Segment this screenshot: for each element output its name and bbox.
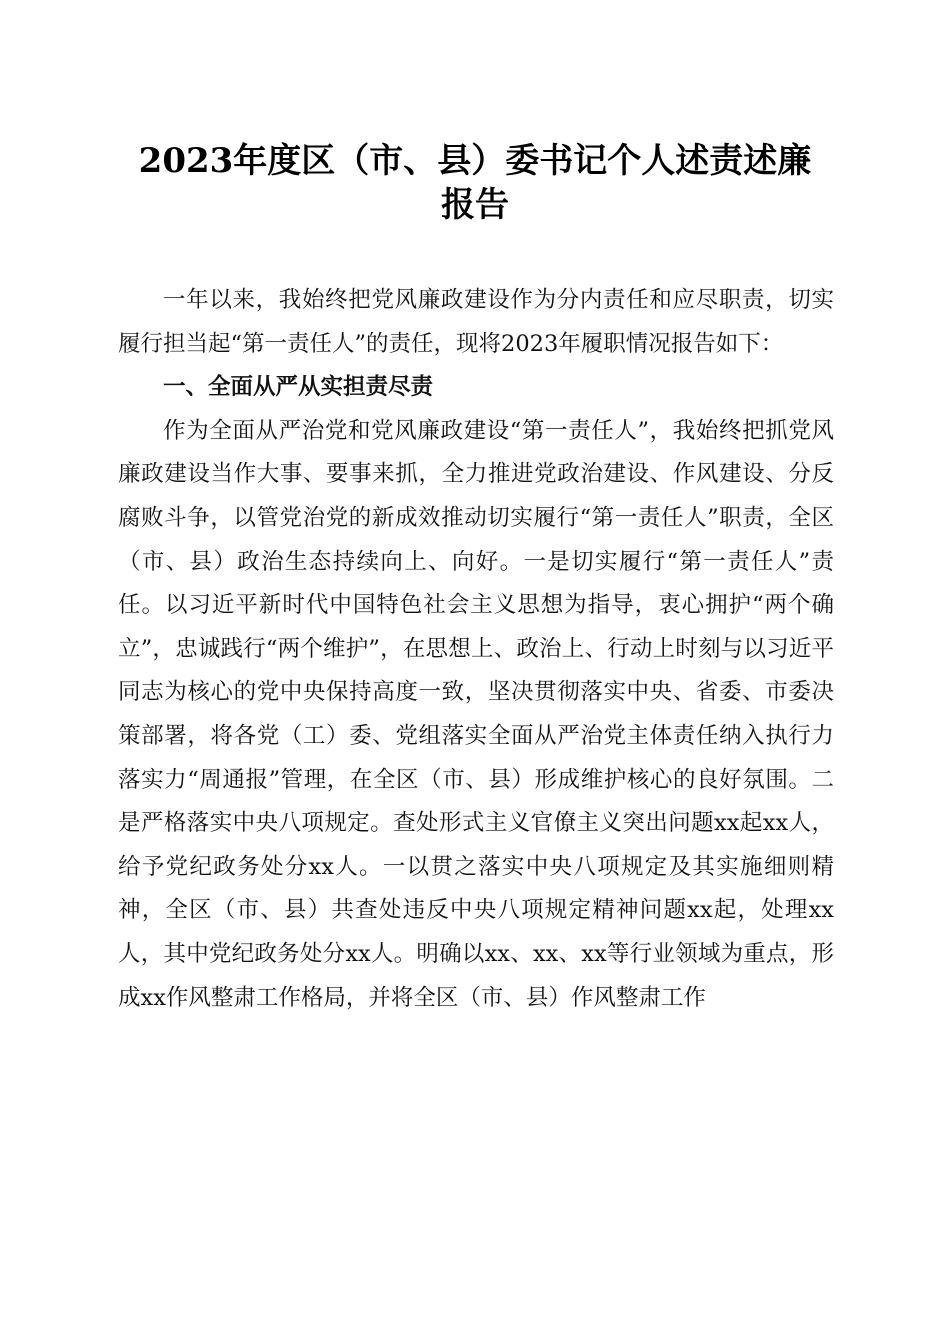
intro-paragraph: 一年以来，我始终把党风廉政建设作为分内责任和应尽职责，切实履行担当起“第一责任人”的责任，现将2023年履职情况报告如下： xyxy=(118,287,834,357)
document-title-line2: 报告 xyxy=(441,185,509,225)
document-body xyxy=(118,279,834,1020)
document-title-line1: 2023年度区（市、县）委书记个人述责述廉 xyxy=(138,141,812,181)
section-heading-1: 一、全面从严从实担责尽责 xyxy=(163,374,434,401)
section-1-paragraph: 作为全面从严治党和党风廉政建设“第一责任人”，我始终把抓党风廉政建设当作大事、要事来抓，全力推进党政治建设、作风建设、分反腐败斗争，以管党治党的新成效推动切实履行“第一责任人”职责，全区（市、县）政治生态持续向上、向好。一是切实履行“第一责任人”责任。以习近平新时代中国特色社会主义思想为指导，衷心拥护“两个确立”，忠诚践行“两个维护”，在思想上、政治上、行动上时刻与以习近平同志为核心的党中央保持高度一致，坚决贯彻落实中央、省委、市委决策部署，将各党（工）委、党组落实全面从严治党主体责任纳入执行力落实力“周通报”管理，在全区（市、县）形成维护核心的良好氛围。二是严格落实中央八项规定。查处形式主义官僚主义突出问题xx起xx人，给予党纪政务处分xx人。一以贯之落实中央八项规定及其实施细则精神，全区（市、县）共查处违反中央八项规定精神问题xx起，处理xx人，其中党纪政务处分xx人。明确以xx、xx、xx等行业领域为重点，形成xx作风整肃工作格局，并将全区（市、县）作风整肃工作 xyxy=(118,417,834,1011)
